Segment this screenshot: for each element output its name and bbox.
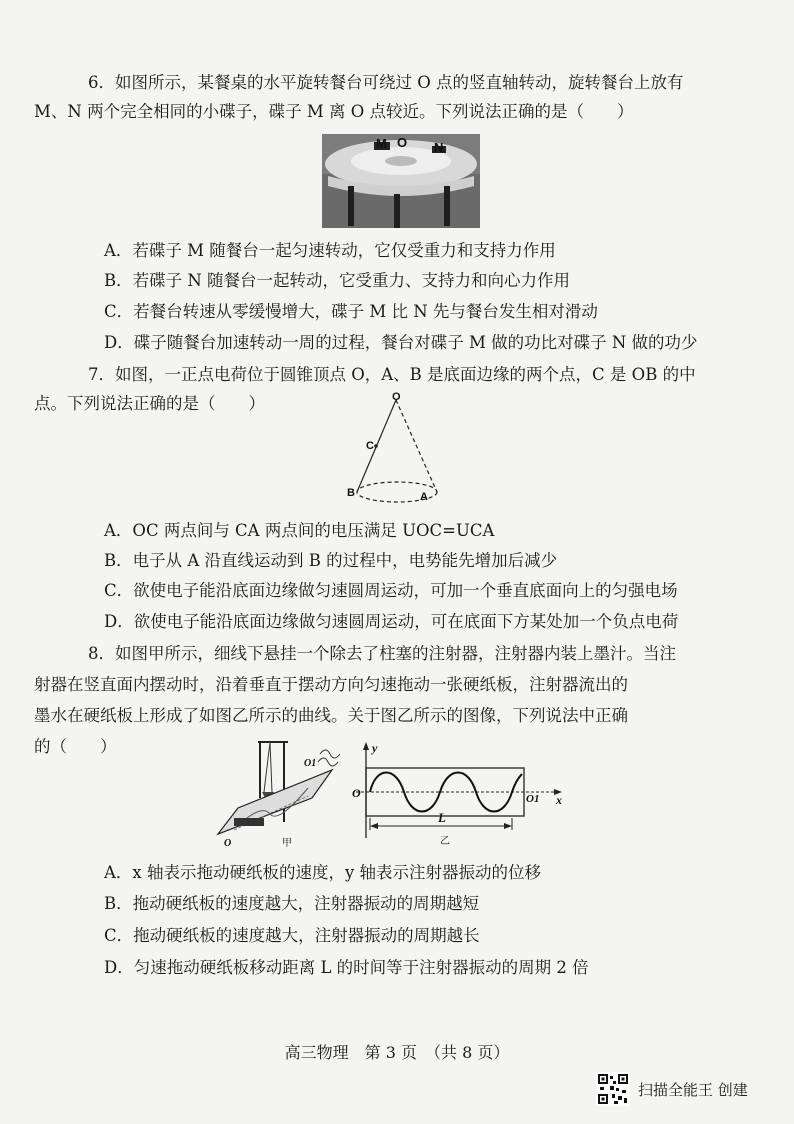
q6-table-figure	[322, 134, 480, 228]
q8-yi-label-l: L	[438, 810, 446, 825]
q8-yi-label-y: y	[372, 741, 378, 755]
q7-label-o: O	[392, 391, 401, 403]
qr-code-icon	[596, 1072, 630, 1106]
scanner-watermark	[596, 1072, 748, 1106]
q7-cone-figure	[340, 390, 460, 510]
q8-option-c: C．拖动硬纸板的速度越大，注射器振动的周期越长	[104, 926, 480, 945]
q8-yi-label-o1: O1	[526, 793, 540, 805]
q8-option-d: D．匀速拖动硬纸板移动距离 L 的时间等于注射器振动的周期 2 倍	[104, 958, 589, 977]
q6-label-o: O	[397, 135, 408, 150]
q6-label-n: N	[434, 140, 444, 155]
q7-stem-line2: 点。下列说法正确的是（ ）	[34, 394, 265, 413]
q8-stem-line1: 8．如图甲所示，细线下悬挂一个除去了柱塞的注射器，注射器内装上墨汁。当注	[88, 644, 676, 663]
q8-jia-label-o1: O1	[304, 758, 317, 769]
q7-option-b: B．电子从 A 沿直线运动到 B 的过程中，电势能先增加后减少	[104, 551, 558, 570]
q6-option-b: B．若碟子 N 随餐台一起转动，它受重力、支持力和向心力作用	[104, 271, 571, 290]
q8-option-b: B．拖动硬纸板的速度越大，注射器振动的周期越短	[104, 894, 480, 913]
q8-curve-figure-yi	[346, 738, 576, 848]
q7-stem-line1: 7．如图，一正点电荷位于圆锥顶点 O，A、B 是底面边缘的两个点，C 是 OB 的中	[88, 365, 696, 384]
q7-option-a: A．OC 两点间与 CA 两点间的电压满足 UOC=UCA	[104, 521, 495, 540]
q8-stem-line3: 墨水在硬纸板上形成了如图乙所示的曲线。关于图乙所示的图像，下列说法中正确	[34, 706, 628, 725]
q8-jia-caption: 甲	[282, 838, 292, 849]
q7-label-b: B	[347, 487, 355, 499]
q8-apparatus-figure-jia	[212, 734, 342, 850]
q8-stem-line2: 射器在竖直面内摆动时，沿着垂直于摆动方向匀速拖动一张硬纸板，注射器流出的	[34, 675, 628, 694]
q6-stem-line2: M、N 两个完全相同的小碟子，碟子 M 离 O 点较近。下列说法正确的是（ ）	[34, 102, 634, 121]
q7-label-c: C	[366, 440, 374, 452]
q6-option-c: C．若餐台转速从零缓慢增大，碟子 M 比 N 先与餐台发生相对滑动	[104, 302, 598, 321]
q8-stem-line4: 的（ ）	[34, 737, 117, 756]
q6-label-m: M	[376, 136, 387, 151]
q6-stem-line1: 6．如图所示，某餐桌的水平旋转餐台可绕过 O 点的竖直轴转动，旋转餐台上放有	[88, 73, 684, 92]
q7-option-c: C．欲使电子能沿底面边缘做匀速圆周运动，可加一个垂直底面向上的匀强电场	[104, 581, 678, 600]
q8-jia-label-o: O	[224, 838, 232, 849]
q8-yi-label-x: x	[556, 793, 562, 807]
q7-label-a: A	[420, 491, 428, 503]
q8-yi-label-o: O	[352, 786, 361, 800]
q6-option-a: A．若碟子 M 随餐台一起匀速转动，它仅受重力和支持力作用	[104, 241, 556, 260]
q8-yi-caption: 乙	[440, 836, 450, 847]
q6-option-d: D．碟子随餐台加速转动一周的过程，餐台对碟子 M 做的功比对碟子 N 做的功少	[104, 333, 698, 352]
q8-option-a: A．x 轴表示拖动硬纸板的速度，y 轴表示注射器振动的位移	[104, 863, 542, 882]
q7-option-d: D．欲使电子能沿底面边缘做匀速圆周运动，可在底面下方某处加一个负点电荷	[104, 612, 679, 631]
watermark-text: 扫描全能王 创建	[638, 1080, 748, 1099]
page-footer: 高三物理 第 3 页 （共 8 页）	[284, 1043, 510, 1062]
